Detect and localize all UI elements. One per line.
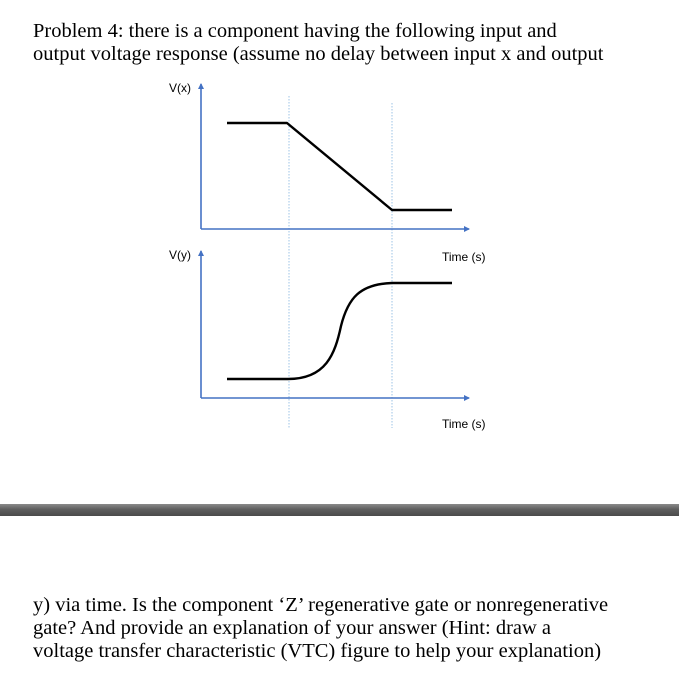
output-axis-label: V(y) [169, 248, 191, 262]
output-signal-curve [227, 283, 452, 379]
problem-line-1: Problem 4: there is a component having the following input and [33, 20, 557, 42]
input-time-label: Time (s) [442, 250, 486, 264]
page-divider-bar [0, 504, 679, 516]
continuation-line-3: voltage transfer characteristic (VTC) figure to help your explanation) [33, 640, 602, 662]
input-axis-label: V(x) [169, 81, 191, 95]
continuation-line-1: y) via time. Is the component ‘Z’ regenerative gate or nonregenerative [33, 594, 609, 616]
problem-continuation [33, 594, 608, 663]
input-signal-curve [227, 123, 452, 210]
output-time-label: Time (s) [442, 417, 486, 431]
problem-line-2: output voltage response (assume no delay between input x and output [33, 43, 604, 65]
continuation-line-2: gate? And provide an explanation of your answer (Hint: draw a [33, 617, 552, 639]
